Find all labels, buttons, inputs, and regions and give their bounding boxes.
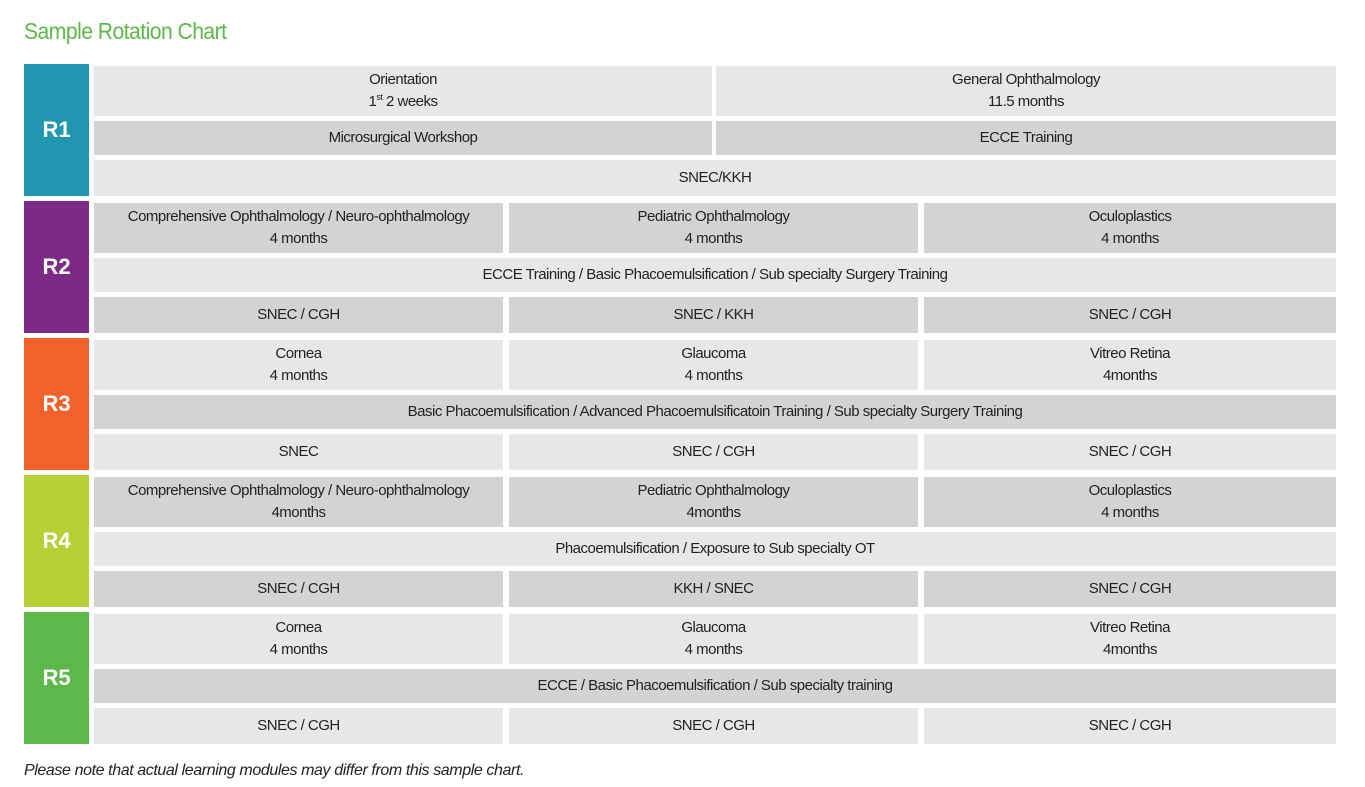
rotation-name: Glaucoma: [681, 345, 746, 362]
rotation-cell: [509, 477, 918, 527]
rotation-duration: 4 months: [269, 367, 328, 384]
year-label-r4: R4: [24, 475, 89, 607]
rotation-name: Oculoplastics: [1088, 482, 1172, 499]
site-cell: SNEC: [94, 434, 503, 470]
residency-year-r5: [24, 612, 1336, 744]
rotation-cell: [509, 340, 918, 390]
training-cell: ECCE / Basic Phacoemulsification / Sub specialty training: [94, 669, 1336, 703]
rotation-cell: [94, 340, 503, 390]
site-cell: SNEC / CGH: [924, 297, 1336, 333]
rotation-name: General Ophthalmology: [952, 71, 1100, 88]
site-cell: SNEC/KKH: [94, 160, 1336, 196]
year-label-r5: R5: [24, 612, 89, 744]
site-cell: KKH / SNEC: [509, 571, 918, 607]
rotation-duration: 4months: [271, 504, 326, 521]
training-cell: Phacoemulsification / Exposure to Sub specialty OT: [94, 532, 1336, 566]
rotation-duration: 4 months: [269, 230, 328, 247]
rotation-general-ophthalmology: [716, 66, 1336, 116]
rotation-cell: [924, 477, 1336, 527]
rotation-cell: [509, 203, 918, 253]
rotation-duration: 4 months: [684, 367, 743, 384]
duration-number: 1: [368, 93, 377, 110]
site-cell: SNEC / CGH: [94, 708, 503, 744]
rotation-cell: [94, 614, 503, 664]
rotation-duration: 4 months: [684, 641, 743, 658]
rotation-name: Orientation: [369, 71, 437, 88]
rotation-name: Vitreo Retina: [1090, 619, 1170, 636]
rotation-cell: [924, 340, 1336, 390]
year-label-r1: R1: [24, 64, 89, 196]
rotation-name: Comprehensive Ophthalmology / Neuro-ophthalmology: [127, 482, 470, 499]
site-cell: SNEC / KKH: [509, 297, 918, 333]
site-cell: SNEC / CGH: [94, 297, 503, 333]
site-cell: SNEC / CGH: [924, 571, 1336, 607]
rotation-name: Oculoplastics: [1088, 208, 1172, 225]
rotation-duration: 11.5 months: [988, 93, 1064, 110]
rotation-cell: [924, 614, 1336, 664]
rotation-duration: 4 months: [269, 641, 328, 658]
site-cell: SNEC / CGH: [924, 434, 1336, 470]
site-cell: SNEC / CGH: [94, 571, 503, 607]
rotation-cell: [509, 614, 918, 664]
duration-rest: 2 weeks: [382, 93, 438, 110]
rotation-duration: 4months: [1102, 367, 1158, 384]
rotation-cell: [94, 203, 503, 253]
disclaimer-note: Please note that actual learning modules may differ from this sample chart.: [24, 762, 525, 779]
rotation-name: Vitreo Retina: [1090, 345, 1170, 362]
rotation-duration: 4 months: [1101, 504, 1159, 521]
rotation-duration: 4 months: [684, 230, 743, 247]
year-label-r2: R2: [24, 201, 89, 333]
site-cell: SNEC / CGH: [509, 434, 918, 470]
residency-year-r1: [24, 64, 1336, 196]
rotation-duration: 4months: [1102, 641, 1158, 658]
residency-year-r3: [24, 338, 1336, 470]
training-cell: Basic Phacoemulsification / Advanced Phacoemulsificatoin Training / Sub specialty Surgery Training: [94, 395, 1336, 429]
rotation-name: Pediatric Ophthalmology: [637, 482, 790, 499]
rotation-cell: [94, 477, 503, 527]
site-cell: SNEC / CGH: [509, 708, 918, 744]
rotation-name: Glaucoma: [681, 619, 746, 636]
rotation-cell: [924, 203, 1336, 253]
rotation-duration: 4 months: [1101, 230, 1159, 247]
training-ecce: ECCE Training: [716, 121, 1336, 155]
page-title: Sample Rotation Chart: [24, 18, 227, 44]
residency-year-r4: [24, 475, 1336, 607]
rotation-name: Pediatric Ophthalmology: [637, 208, 790, 225]
ordinal-suffix: st: [376, 92, 383, 102]
training-microsurgical-workshop: Microsurgical Workshop: [94, 121, 712, 155]
residency-year-r2: [24, 201, 1336, 333]
rotation-duration: [368, 91, 437, 113]
rotation-name: Comprehensive Ophthalmology / Neuro-ophthalmology: [127, 208, 470, 225]
rotation-duration: 4months: [686, 504, 741, 521]
year-label-r3: R3: [24, 338, 89, 470]
training-cell: ECCE Training / Basic Phacoemulsification / Sub specialty Surgery Training: [94, 258, 1336, 292]
site-cell: SNEC / CGH: [924, 708, 1336, 744]
rotation-name: Cornea: [275, 345, 322, 362]
rotation-orientation: [94, 66, 712, 116]
rotation-name: Cornea: [275, 619, 322, 636]
